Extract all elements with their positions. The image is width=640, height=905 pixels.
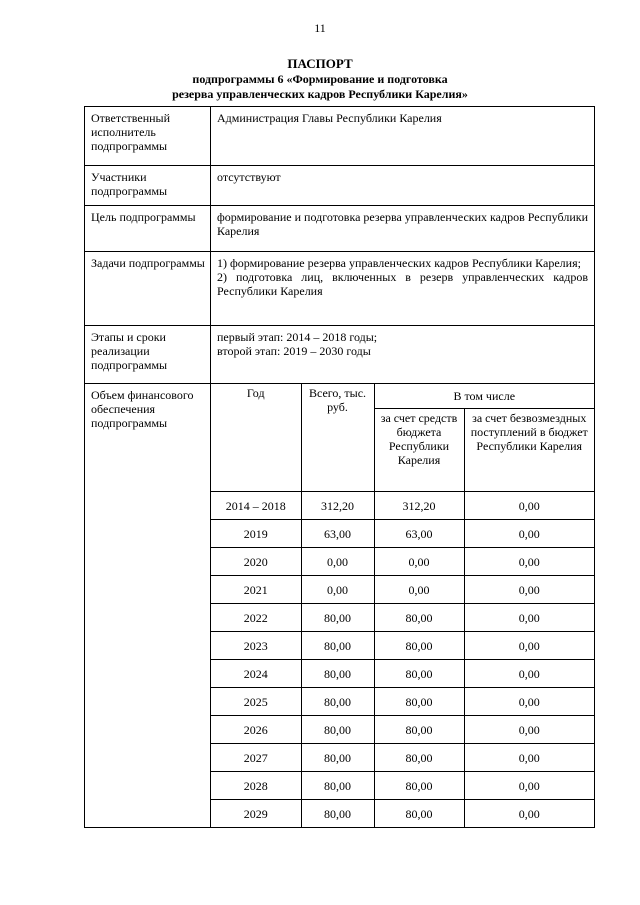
- year-cell: 2023: [211, 632, 301, 660]
- passport-row: [85, 206, 595, 252]
- header-including: В том числе: [374, 384, 594, 409]
- total-cell: 0,00: [301, 548, 374, 576]
- passport-row: [85, 166, 595, 206]
- finance-row: [211, 548, 594, 576]
- finance-row: [211, 660, 594, 688]
- row-label: Участники подпрограммы: [85, 166, 211, 206]
- row-value: отсутствуют: [211, 166, 595, 206]
- gratuitous-cell: 0,00: [464, 520, 594, 548]
- row-label: Этапы и сроки реализации подпрограммы: [85, 326, 211, 384]
- budget-cell: 63,00: [374, 520, 464, 548]
- gratuitous-cell: 0,00: [464, 772, 594, 800]
- row-label: Объем финансового обеспечения подпрограммы: [85, 384, 211, 828]
- passport-row: [85, 384, 595, 828]
- total-cell: 80,00: [301, 772, 374, 800]
- row-value-line: 1) формирование резерва управленческих кадров Республики Карелия;: [217, 256, 581, 270]
- year-cell: 2024: [211, 660, 301, 688]
- year-cell: 2025: [211, 688, 301, 716]
- finance-cell: [211, 384, 595, 828]
- total-cell: 80,00: [301, 716, 374, 744]
- finance-row: [211, 688, 594, 716]
- row-value-line: первый этап: 2014 – 2018 годы;: [217, 330, 378, 344]
- finance-row: [211, 520, 594, 548]
- gratuitous-cell: 0,00: [464, 576, 594, 604]
- row-value: Администрация Главы Республики Карелия: [211, 107, 595, 166]
- gratuitous-cell: 0,00: [464, 548, 594, 576]
- budget-cell: 80,00: [374, 604, 464, 632]
- row-label: Задачи подпрограммы: [85, 252, 211, 326]
- total-cell: 80,00: [301, 604, 374, 632]
- gratuitous-cell: 0,00: [464, 660, 594, 688]
- budget-cell: 0,00: [374, 576, 464, 604]
- total-cell: 80,00: [301, 800, 374, 828]
- budget-cell: 80,00: [374, 688, 464, 716]
- header-gratuitous: за счет безвозмездных поступлений в бюджет Республики Карелия: [464, 409, 594, 492]
- total-cell: 0,00: [301, 576, 374, 604]
- total-cell: 80,00: [301, 660, 374, 688]
- header-year: Год: [211, 384, 301, 492]
- document-subtitle-line1: подпрограммы 6 «Формирование и подготовка: [192, 72, 448, 86]
- gratuitous-cell: 0,00: [464, 492, 594, 520]
- document-title: ПАСПОРТ: [287, 56, 353, 71]
- total-cell: 63,00: [301, 520, 374, 548]
- total-cell: 80,00: [301, 744, 374, 772]
- passport-row: [85, 326, 595, 384]
- row-value-line: 2) подготовка лиц, включенных в резерв управленческих кадров Республики Карелия: [217, 270, 588, 298]
- finance-table: [211, 384, 594, 827]
- year-cell: 2021: [211, 576, 301, 604]
- finance-row: [211, 576, 594, 604]
- finance-row: [211, 716, 594, 744]
- gratuitous-cell: 0,00: [464, 744, 594, 772]
- passport-table: [84, 106, 595, 828]
- finance-row: [211, 604, 594, 632]
- total-cell: 312,20: [301, 492, 374, 520]
- finance-header-row: [211, 384, 594, 409]
- row-value-line: второй этап: 2019 – 2030 годы: [217, 344, 371, 358]
- budget-cell: 0,00: [374, 548, 464, 576]
- finance-row: [211, 772, 594, 800]
- document-subtitle-line2: резерва управленческих кадров Республики Карелия»: [172, 87, 468, 101]
- row-label: Ответственный исполнитель подпрограммы: [85, 107, 211, 166]
- finance-row: [211, 492, 594, 520]
- total-cell: 80,00: [301, 632, 374, 660]
- budget-cell: 80,00: [374, 660, 464, 688]
- finance-row: [211, 632, 594, 660]
- year-cell: 2014 – 2018: [211, 492, 301, 520]
- gratuitous-cell: 0,00: [464, 604, 594, 632]
- gratuitous-cell: 0,00: [464, 716, 594, 744]
- finance-row: [211, 744, 594, 772]
- year-cell: 2019: [211, 520, 301, 548]
- row-value: формирование и подготовка резерва управленческих кадров Республики Карелия: [211, 206, 595, 252]
- gratuitous-cell: 0,00: [464, 632, 594, 660]
- row-label: Цель подпрограммы: [85, 206, 211, 252]
- year-cell: 2022: [211, 604, 301, 632]
- year-cell: 2028: [211, 772, 301, 800]
- total-cell: 80,00: [301, 688, 374, 716]
- budget-cell: 80,00: [374, 800, 464, 828]
- gratuitous-cell: 0,00: [464, 688, 594, 716]
- budget-cell: 80,00: [374, 772, 464, 800]
- header-budget: за счет средств бюджета Республики Карелия: [374, 409, 464, 492]
- passport-row: [85, 252, 595, 326]
- row-value: [211, 326, 595, 384]
- budget-cell: 80,00: [374, 744, 464, 772]
- page-number: 11: [314, 21, 326, 35]
- header-total: Всего, тыс. руб.: [301, 384, 374, 492]
- finance-row: [211, 800, 594, 828]
- passport-row: [85, 107, 595, 166]
- year-cell: 2020: [211, 548, 301, 576]
- budget-cell: 80,00: [374, 632, 464, 660]
- year-cell: 2026: [211, 716, 301, 744]
- budget-cell: 312,20: [374, 492, 464, 520]
- year-cell: 2029: [211, 800, 301, 828]
- year-cell: 2027: [211, 744, 301, 772]
- gratuitous-cell: 0,00: [464, 800, 594, 828]
- budget-cell: 80,00: [374, 716, 464, 744]
- row-value: [211, 252, 595, 326]
